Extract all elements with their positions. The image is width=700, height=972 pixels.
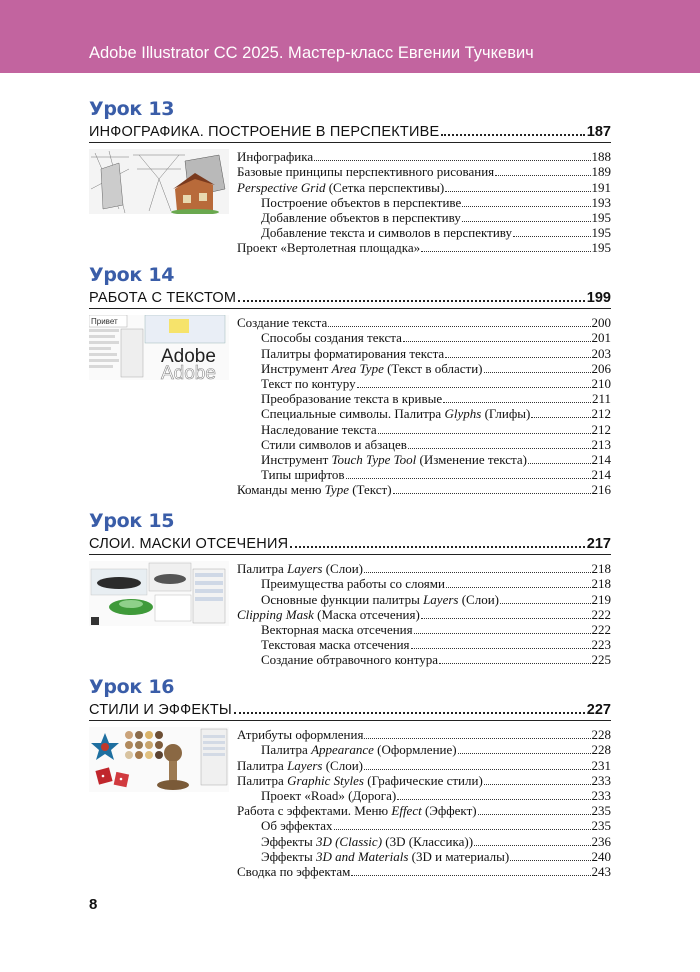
toc-subentry[interactable]: Добавление объектов в перспективу 195 <box>261 209 611 225</box>
toc-subentry[interactable]: Стили символов и абзацев 213 <box>261 436 611 452</box>
toc-subentry[interactable]: Проект «Road» (Дорога) 233 <box>261 787 611 803</box>
toc-subentry[interactable]: Наследование текста 212 <box>261 421 611 437</box>
toc-subentry[interactable]: Текст по контуру 210 <box>261 375 611 391</box>
toc-subentry[interactable]: Палитра Appearance (Оформление) 228 <box>261 742 611 758</box>
toc-entry[interactable]: Инфографика 188 <box>237 149 611 165</box>
page-number: 8 <box>89 896 98 913</box>
toc-subentry[interactable]: Эффекты 3D and Materials (3D и материалы) 240 <box>261 848 611 864</box>
toc-subentry[interactable]: Типы шрифтов 214 <box>261 467 611 483</box>
lesson-heading[interactable] <box>89 121 611 143</box>
svg-text:Привет: Привет <box>91 317 118 326</box>
entries-list <box>237 561 611 667</box>
toc-subentry[interactable]: Преобразование текста в кривые 211 <box>261 391 611 407</box>
toc-entry[interactable]: Работа с эффектами. Меню Effect (Эффект) 235 <box>237 803 611 819</box>
toc-entry[interactable]: Сводка по эффектам 243 <box>237 863 611 879</box>
lesson-label: Урок 15 <box>89 510 175 532</box>
lesson-14 <box>89 263 611 498</box>
toc-entry[interactable]: Палитра Layers (Слои) 231 <box>237 757 611 773</box>
page-header <box>0 0 700 73</box>
heading-page: 217 <box>586 536 611 552</box>
toc-subentry[interactable]: Эффекты 3D (Classic) (3D (Классика)) 236 <box>261 833 611 849</box>
toc-entry[interactable]: Базовые принципы перспективного рисования 189 <box>237 164 611 180</box>
toc-entry[interactable]: Создание текста 200 <box>237 315 611 331</box>
dot-leader <box>441 134 584 136</box>
lesson-heading[interactable] <box>89 699 611 721</box>
heading-text: СЛОИ. МАСКИ ОТСЕЧЕНИЯ <box>89 536 289 552</box>
toc-subentry[interactable]: Основные функции палитры Layers (Слои) 219 <box>261 591 611 607</box>
styles-effects-illustration <box>89 727 229 792</box>
lesson-15 <box>89 509 611 668</box>
toc-entry[interactable]: Clipping Mask (Маска отсечения) 222 <box>237 606 611 622</box>
toc-subentry[interactable]: Текстовая маска отсечения 223 <box>261 637 611 653</box>
toc-subentry[interactable]: Способы создания текста 201 <box>261 330 611 346</box>
lesson-13 <box>89 97 611 256</box>
lesson-heading[interactable] <box>89 287 611 309</box>
toc-entry[interactable]: Палитра Layers (Слои) 218 <box>237 561 611 577</box>
lesson-label: Урок 16 <box>89 676 175 698</box>
text-tools-illustration <box>89 315 229 380</box>
toc-subentry[interactable]: Инструмент Touch Type Tool (Изменение текста) 214 <box>261 451 611 467</box>
lesson-label: Урок 13 <box>89 98 175 120</box>
lesson-heading[interactable] <box>89 533 611 555</box>
toc-subentry[interactable]: Преимущества работы со слоями 218 <box>261 576 611 592</box>
lesson-label: Урок 14 <box>89 264 175 286</box>
perspective-illustration <box>89 149 229 214</box>
heading-text: РАБОТА С ТЕКСТОМ <box>89 290 237 306</box>
svg-text:Adobe: Adobe <box>161 363 216 380</box>
lesson-16 <box>89 675 611 879</box>
heading-page: 199 <box>586 290 611 306</box>
entries-list <box>237 727 611 879</box>
toc-subentry[interactable]: Об эффектах 235 <box>261 818 611 834</box>
toc-entry[interactable]: Палитра Graphic Styles (Графические стили) 233 <box>237 772 611 788</box>
toc-subentry[interactable]: Добавление текста и символов в перспективу 195 <box>261 225 611 241</box>
toc-subentry[interactable]: Палитры форматирования текста 203 <box>261 345 611 361</box>
dot-leader <box>290 546 585 548</box>
heading-page: 227 <box>586 702 611 718</box>
toc-subentry[interactable]: Построение объектов в перспективе 193 <box>261 194 611 210</box>
layers-illustration <box>89 561 229 626</box>
toc-subentry[interactable]: Векторная маска отсечения 222 <box>261 621 611 637</box>
heading-text: ИНФОГРАФИКА. ПОСТРОЕНИЕ В ПЕРСПЕКТИВЕ <box>89 124 440 140</box>
toc-entry[interactable]: Проект «Вертолетная площадка» 195 <box>237 240 611 256</box>
toc-subentry[interactable]: Создание обтравочного контура 225 <box>261 652 611 668</box>
toc-entry[interactable]: Команды меню Type (Текст) 216 <box>237 482 611 498</box>
dot-leader <box>238 300 585 302</box>
toc-subentry[interactable]: Инструмент Area Type (Текст в области) 206 <box>261 360 611 376</box>
toc-entry[interactable]: Perspective Grid (Сетка перспективы) 191 <box>237 179 611 195</box>
entries-list <box>237 149 611 255</box>
heading-text: СТИЛИ И ЭФФЕКТЫ <box>89 702 232 718</box>
toc-subentry[interactable]: Специальные символы. Палитра Glyphs (Глифы) 212 <box>261 406 611 422</box>
heading-page: 187 <box>586 124 611 140</box>
dot-leader <box>234 712 585 714</box>
book-title: Adobe Illustrator CC 2025. Мастер-класс Евгении Тучкевич <box>89 44 534 62</box>
toc-entry[interactable]: Атрибуты оформления 228 <box>237 727 611 743</box>
svg-text:Adobe: Adobe <box>161 346 216 367</box>
entries-list <box>237 315 611 497</box>
